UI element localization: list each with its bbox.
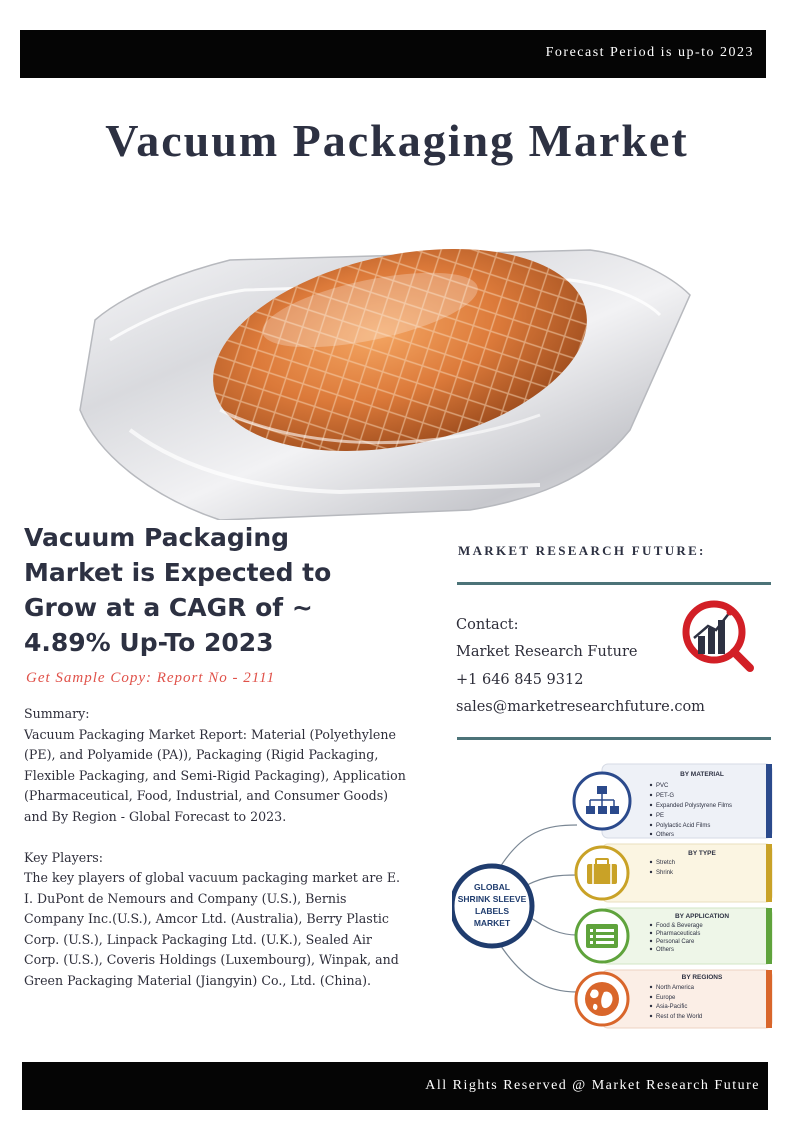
segment-by-material <box>574 764 772 838</box>
segment-item: PET-G <box>656 793 675 799</box>
page-title: Vacuum Packaging Market <box>105 115 689 166</box>
report-body <box>24 704 409 991</box>
segment-item: Europe <box>656 995 676 1001</box>
divider <box>457 582 771 585</box>
hub-label-line-3: LABELS <box>475 906 509 916</box>
hub-label-line-1: GLOBAL <box>474 882 510 892</box>
segment-item: Others <box>656 947 675 953</box>
segment-item: Polylactic Acid Films <box>656 823 711 829</box>
segment-item: Personal Care <box>656 939 695 945</box>
segment-item: Shrink <box>656 870 674 876</box>
segment-item: Stretch <box>656 860 676 866</box>
footer-banner <box>22 1062 768 1110</box>
sidebar-title: MARKET RESEARCH FUTURE: <box>458 543 706 558</box>
segment-title: BY MATERIAL <box>680 771 724 778</box>
summary-label: Summary: <box>24 706 90 721</box>
contact-block <box>456 612 705 721</box>
top-banner <box>20 30 766 78</box>
divider <box>457 737 771 740</box>
hub-label-line-4: MARKET <box>473 918 511 928</box>
globe-icon <box>585 982 619 1016</box>
segment-item: PE <box>656 813 665 819</box>
mrf-logo-icon <box>680 598 756 674</box>
summary-text: Vacuum Packaging Market Report: Material (Polyethylene (PE), and Polyamide (PA)), Packaging (Rigid Packaging, Flexible Packaging, and Semi-Rigid Packaging), Application (Pharmaceutical, Food, Industrial, and Consumer Goods) and By Region - Global Forecast to 2023. <box>24 726 406 824</box>
contact-label: Contact: <box>456 617 519 633</box>
segment-item: Asia-Pacific <box>656 1004 688 1010</box>
sample-copy-link[interactable]: Get Sample Copy: Report No - 2111 <box>26 670 276 686</box>
market-segmentation-infographic <box>452 760 776 1032</box>
list-document-icon <box>586 924 618 948</box>
segment-by-type <box>576 844 772 902</box>
segment-item: Others <box>656 832 675 838</box>
copyright-text: All Rights Reserved @ Market Research Future <box>425 1078 760 1093</box>
key-players-text: The key players of global vacuum packaging market are E. I. DuPont de Nemours and Company (U.S.), Bernis Company Inc.(U.S.), Amcor Ltd. (Australia), Berry Plastic Corp. (U.S.), Linpack Packaging Ltd. (U.K.), Sealed Air Corp. (U.S.), Coveris Holdings (Luxembourg), Winpak, and Green Packaging Material (Jiangyin) Co., Ltd. (China). <box>24 870 401 988</box>
segment-title: BY REGIONS <box>681 974 723 981</box>
segment-by-application <box>576 908 772 964</box>
company-name: Market Research Future <box>456 644 638 661</box>
segment-item: PVC <box>656 783 669 789</box>
email-link[interactable]: sales@marketresearchfuture.com <box>456 698 705 715</box>
segment-title: BY APPLICATION <box>674 913 730 920</box>
hub-label-line-2: SHRINK SLEEVE <box>457 894 527 904</box>
segment-by-regions <box>576 970 772 1028</box>
forecast-period-text: Forecast Period is up-to 2023 <box>545 45 754 60</box>
headline: Vacuum Packaging Market is Expected to Grow at a CAGR of ~ 4.89% Up-To 2023 <box>24 523 332 657</box>
segment-item: Pharmaceuticals <box>656 931 701 937</box>
segment-item: Food & Beverage <box>656 923 703 929</box>
segment-title: BY TYPE <box>688 850 716 857</box>
center-hub <box>452 866 532 946</box>
segment-item: Expanded Polystyrene Films <box>656 803 733 809</box>
vacuum-packed-meat-image <box>70 200 710 520</box>
segment-item: North America <box>656 985 695 991</box>
segment-item: Rest of the World <box>656 1014 703 1020</box>
phone-number[interactable]: +1 646 845 9312 <box>456 671 584 688</box>
key-players-label: Key Players: <box>24 849 103 865</box>
